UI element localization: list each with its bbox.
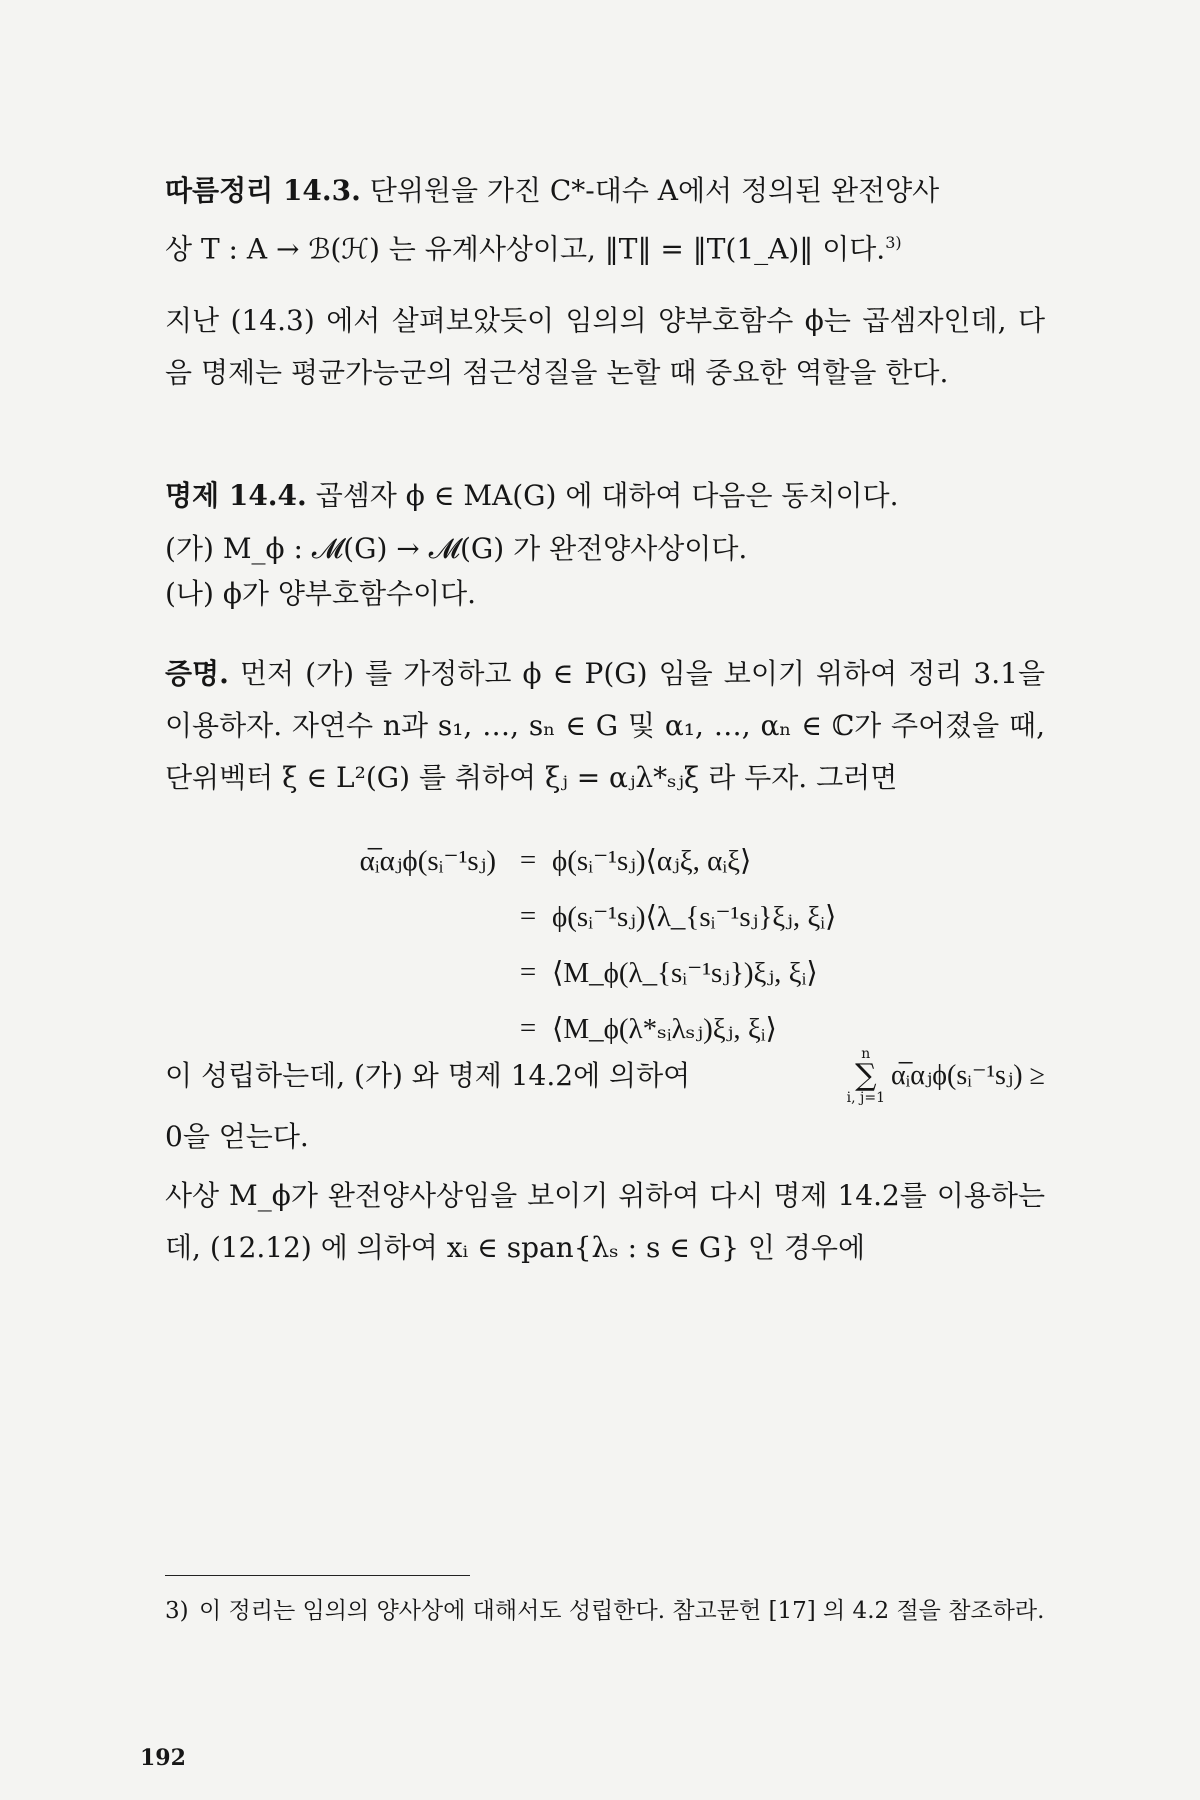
proposition-14-4 <box>165 470 1045 522</box>
equation-lhs: α̅ᵢαⱼϕ(sᵢ⁻¹sⱼ) <box>359 844 496 877</box>
item-text: M_ϕ : 𝓜(G) → 𝓜(G) 가 완전양사상이다. <box>222 532 748 565</box>
proposition-statement: 곱셈자 ϕ ∈ MA(G) 에 대하여 다음은 동치이다. <box>315 479 899 512</box>
footnote-marker: 3) <box>165 1598 189 1624</box>
corollary-14-3 <box>165 165 1045 275</box>
paragraph-2-before: 이 성립하는데, (가) 와 명제 14.2에 의하여 <box>165 1059 691 1092</box>
proposition-label: 명제 14.4. <box>165 479 307 512</box>
paragraph-3 <box>165 1170 1045 1274</box>
proof-paragraph <box>165 648 1045 804</box>
corollary-line-2: 상 T : A → ℬ(ℋ) 는 유계사상이고, ‖T‖ = ‖T(1_A)‖ 이다. <box>165 232 886 266</box>
paragraph-1-text: 지난 (14.3) 에서 살펴보았듯이 임의의 양부호함수 ϕ는 곱셈자인데, 다음 명제는 평균가능군의 점근성질을 논할 때 중요한 역할을 한다. <box>165 304 1045 389</box>
equation-row <box>320 944 940 1000</box>
page-number: 192 <box>140 1745 186 1771</box>
equation-rhs: ⟨M_ϕ(λ_{sᵢ⁻¹sⱼ})ξⱼ, ξᵢ⟩ <box>552 956 818 989</box>
corollary-line-1: 단위원을 가진 C*-대수 A에서 정의된 완전양사 <box>369 174 940 207</box>
equation-row <box>320 832 940 888</box>
paragraph-3-text: 사상 M_ϕ가 완전양사상임을 보이기 위하여 다시 명제 14.2를 이용하는데, (12.12) 에 의하여 xᵢ ∈ span{λₛ : s ∈ G} 인 경우에 <box>165 1179 1045 1264</box>
equals-sign: = <box>519 1011 537 1044</box>
equals-sign: = <box>519 955 537 988</box>
proof-label: 증명. <box>165 657 229 690</box>
sum-lower: i, j=1 <box>846 1090 885 1106</box>
paragraph-2 <box>165 1045 1045 1163</box>
equation-rhs: ϕ(sᵢ⁻¹sⱼ)⟨λ_{sᵢ⁻¹sⱼ}ξⱼ, ξᵢ⟩ <box>552 900 837 933</box>
equation-rhs: ⟨M_ϕ(λ*ₛᵢλₛⱼ)ξⱼ, ξᵢ⟩ <box>552 1012 777 1045</box>
equals-sign: = <box>519 899 537 932</box>
summation-expression <box>841 1047 1045 1105</box>
footnote <box>165 1592 1045 1630</box>
paragraph-2-line-2: 0을 얻는다. <box>165 1120 309 1153</box>
item-marker: (가) <box>165 532 214 565</box>
footnote-text: 이 정리는 임의의 양사상에 대해서도 성립한다. 참고문헌 [17] 의 4.2 절을 참조하라. <box>199 1598 1045 1624</box>
corollary-label: 따름정리 14.3. <box>165 174 361 207</box>
equation-row <box>320 888 940 944</box>
equation-rhs: ϕ(sᵢ⁻¹sⱼ)⟨αⱼξ, αᵢξ⟩ <box>552 844 752 877</box>
footnote-ref: 3) <box>885 233 902 252</box>
footnote-rule <box>165 1575 470 1576</box>
sum-body: α̅ᵢαⱼϕ(sᵢ⁻¹sⱼ) ≥ <box>890 1060 1045 1091</box>
proposition-item-na <box>165 568 1045 620</box>
item-text: ϕ가 양부호함수이다. <box>222 577 477 610</box>
sum-upper: n <box>861 1046 871 1062</box>
paragraph-1 <box>165 295 1045 399</box>
display-equation <box>320 832 940 1056</box>
summation-symbol: n ∑ i, j=1 <box>846 1046 885 1106</box>
item-marker: (나) <box>165 577 214 610</box>
proof-text: 먼저 (가) 를 가정하고 ϕ ∈ P(G) 임을 보이기 위하여 정리 3.1을 이용하자. 자연수 n과 s₁, …, sₙ ∈ G 및 α₁, …, αₙ ∈ ℂ가 주어졌을 때, 단위벡터 ξ ∈ L²(G) 를 취하여 ξⱼ = αⱼλ*ₛⱼξ 라 두자. 그러면 <box>165 657 1046 794</box>
equals-sign: = <box>519 843 537 876</box>
